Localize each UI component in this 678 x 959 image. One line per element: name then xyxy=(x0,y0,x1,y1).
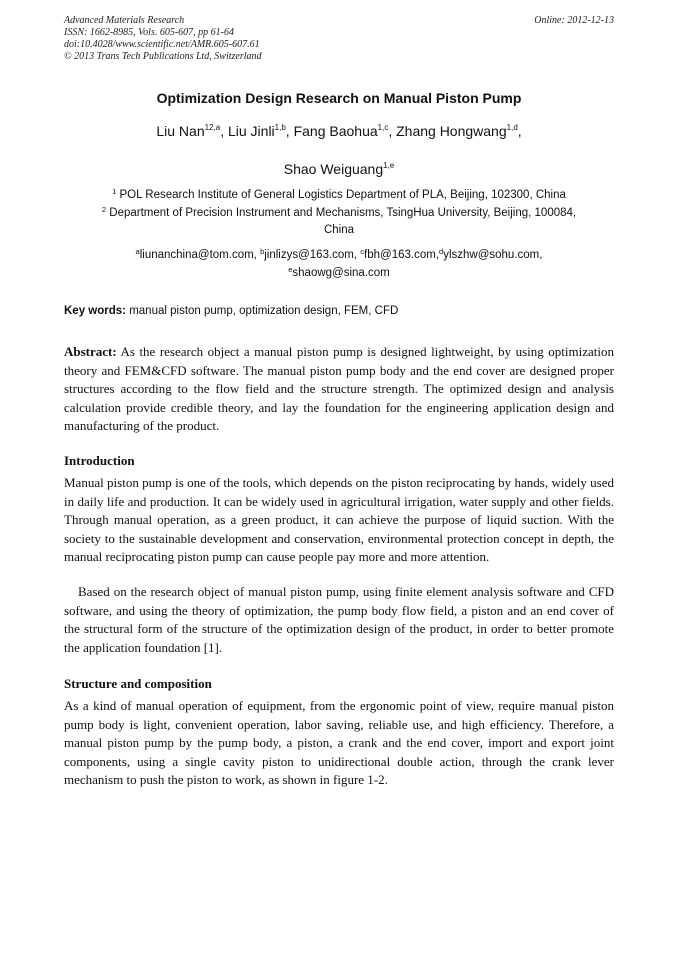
email-address: shaowg@sina.com xyxy=(292,267,390,279)
author-affil-mark: 1,e xyxy=(383,161,395,170)
journal-header xyxy=(64,15,614,63)
author-name: Shao Weiguang xyxy=(283,161,384,177)
copyright-line: © 2013 Trans Tech Publications Ltd, Switzerland xyxy=(64,51,262,62)
email-address: fbh@163.com xyxy=(364,249,436,261)
email-list: $^a$liunanchina@tom.com, $^b$jinlizys@163.com, $^c$fbh@163.com,$^d$ylszhw@sohu.com, xyxy=(135,247,543,261)
affiliation-text: POL Research Institute of General Logistics Department of PLA, Beijing, 102300, China xyxy=(119,189,566,201)
email-mark: b xyxy=(260,247,265,256)
abstract-text: As the research object a manual piston pump is designed lightweight, by using optimization theory and FEM&CFD software. The manual piston pump body and the end cover are designed proper structures according to the flow field and the structure strength. The optimized design and analysis calculation provide credible theory, and lay the foundation for the engineering application design and manufacturing of the product. xyxy=(64,344,614,433)
author-name: Liu Nan xyxy=(156,123,205,139)
keywords-text: manual piston pump, optimization design, FEM, CFD xyxy=(129,305,399,317)
keywords-label: Key words: xyxy=(64,305,126,317)
email-mark: a xyxy=(135,247,140,256)
introduction-paragraph: Based on the research object of manual piston pump, using finite element analysis software and CFD software, and using the theory of optimization, the pump body flow field, a piston and an end cover of the structural form of the structure of the optimization design of the product, in order to better promote the application foundation [1]. xyxy=(64,584,614,655)
author-name: Liu Jinli xyxy=(227,123,275,139)
author-affil-mark: 12,a xyxy=(204,123,221,132)
doi-line: doi:10.4028/www.scientific.net/AMR.605-607.61 xyxy=(64,39,260,50)
author-affil-mark: 1,b xyxy=(274,123,286,132)
email-mark: c xyxy=(360,247,365,256)
email-address: liunanchina@tom.com xyxy=(139,249,254,261)
email-mark: e xyxy=(288,265,293,274)
online-date: Online: 2012-12-13 xyxy=(534,15,614,26)
email-list-cont xyxy=(0,265,678,282)
author-name: Fang Baohua xyxy=(293,123,378,139)
affiliation-cont: China xyxy=(323,224,355,236)
section-heading-structure: Structure and composition xyxy=(64,676,212,691)
email-address: ylszhw@sohu.com xyxy=(443,249,540,261)
issn-line: ISSN: 1662-8985, Vols. 605-607, pp 61-64 xyxy=(64,27,234,38)
email-address: jinlizys@163.com xyxy=(264,249,354,261)
structure-paragraph: As a kind of manual operation of equipment, from the ergonomic point of view, require manual piston pump body is light, convenient operation, labor saving, reliable use, and high efficiency. Therefore, a manual piston pump by the pump body, a piston, a crank and the end cover, import and export joint components, using a single cavity piston to unidirectional double action, through the crank lever mechanism to push the piston to work, as shown in figure 1-2. xyxy=(64,698,614,787)
author-list-cont xyxy=(0,161,678,177)
author-affil-mark: 1,c xyxy=(377,123,389,132)
author-name: Zhang Hongwang xyxy=(396,123,507,139)
affiliation xyxy=(0,205,678,222)
journal-name: Advanced Materials Research xyxy=(64,15,185,26)
affiliation-text: Department of Precision Instrument and Mechanisms, TsingHua University, Beijing, 100084, xyxy=(109,207,577,219)
author-list: Liu Nan$^{12,a}$, Liu Jinli$^{1,b}$, Fang Baohua$^{1,c}$, Zhang Hongwang$^{1,d}$, xyxy=(156,123,522,139)
affiliation-number: 2 xyxy=(101,205,107,214)
abstract-label: Abstract: xyxy=(64,344,117,359)
email-mark: d xyxy=(439,247,444,256)
paper-title: Optimization Design Research on Manual Piston Pump xyxy=(156,90,522,106)
author-affil-mark: 1,d xyxy=(506,123,518,132)
introduction-paragraph: Manual piston pump is one of the tools, which depends on the piston reciprocating by hands, widely used in daily life and production. It can be widely used in agricultural irrigation, water supply and other fields. Through manual operation, as a green product, it can achieve the purpose of liquid suction. With the society to the sustainable development and conservation, environmental protection concept in depth, the manual reciprocating piston pump can cause people pay more and more attention. xyxy=(64,475,614,564)
section-heading-introduction: Introduction xyxy=(64,453,135,468)
affiliation-number: 1 xyxy=(112,187,117,196)
keywords xyxy=(64,305,614,317)
abstract xyxy=(64,343,614,436)
affiliation xyxy=(0,187,678,204)
